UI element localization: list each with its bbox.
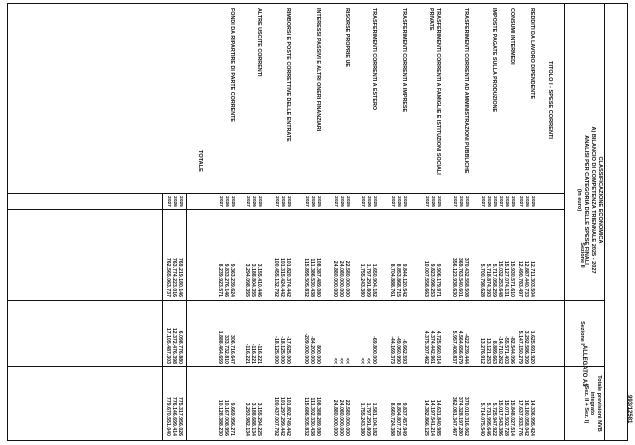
totale-value: 24.880.000.000: [331, 399, 338, 436]
totale-value: 15.017.543.386: [496, 399, 503, 436]
year-cell: 2025: [257, 196, 262, 207]
sezione-i-value: 13.121.253: [484, 337, 491, 364]
year-cell: 2026: [171, 196, 177, 207]
sezione-i-value: 8.889.663: [491, 340, 497, 364]
category-label: INTERESSI PASSIVI E ALTRI ONERI FINANZIARI: [315, 8, 321, 132]
year-cell: 2027: [479, 196, 485, 207]
sezione-ii-value: 8.239.923.571: [216, 263, 223, 297]
col-header-sezione-i: Sezione I: [579, 321, 585, 345]
totale-header-line-3: (Sez. II + Sez. I): [583, 383, 589, 424]
category-label: FONDI DA RIPARTIRE DI PARTE CORRENTE: [229, 8, 235, 123]
col-rule-sez1: [7, 300, 605, 301]
year-cell: 2026: [338, 196, 344, 207]
sezione-i-value: -18.125.000: [272, 336, 279, 364]
totale-label: TOTALE: [197, 150, 203, 172]
title-line-2: A) BILANCIO DI COMPETENZA TRIENNALE 2025 - 2027: [590, 126, 596, 274]
totale-value: 14.382.866.125: [422, 399, 429, 436]
totale-sezione-i-value: 6.098.776.880: [177, 330, 183, 364]
totale-value: 1.755.243.380: [358, 402, 365, 436]
sezione-i-value: -209.000.000: [302, 333, 309, 364]
year-cell: 2027: [217, 196, 223, 207]
sezione-i-value: <<: [358, 357, 365, 364]
year-cell: 2025: [436, 196, 441, 207]
sezione-i-value: -14.710.262: [496, 336, 503, 364]
totale-totale-value: 776.146.699.414: [170, 396, 177, 436]
sezione-ii-value: 101.315.424.442: [278, 257, 285, 297]
sezione-ii-value: 3.188.804.355: [249, 263, 256, 297]
year-cell: 2026: [395, 196, 401, 207]
year-cell: 2027: [165, 196, 171, 207]
year-cell: 2026: [503, 196, 509, 207]
sezione-i-value: 4.374.442.961: [428, 330, 435, 364]
totale-value: 17.637.933.776: [516, 399, 523, 436]
sezione-i-value: -6.662.593: [401, 339, 407, 364]
category-label: IMPOSTE PAGATE SULLA PRODUZIONE: [491, 8, 497, 113]
document-id: 993/12581: [626, 395, 632, 424]
year-cell: 2025: [464, 196, 469, 207]
header-top-rule: [604, 3, 605, 441]
sezione-ii-value: 3.294.098.355: [243, 263, 250, 297]
sezione-ii-value: 369.763.540.601: [456, 257, 463, 297]
sezione-ii-value: 22.580.000.000: [344, 260, 350, 297]
totale-value: 15.848.027.514: [509, 399, 515, 436]
sezione-i-value: 1.888.464.659: [216, 330, 223, 364]
totale-sezione-ii-value: 763.774.223.016: [170, 257, 177, 297]
sezione-ii-value: 9.363.239.624: [229, 263, 235, 297]
category-label: ALTRE USCITE CORRENTI: [256, 8, 262, 77]
sezione-i-value: <<: [331, 357, 338, 364]
totale-value: 108.388.289.080: [315, 396, 321, 436]
year-cell: 2025: [402, 196, 407, 207]
sezione-ii-value: 108.387.489.080: [315, 257, 321, 297]
category-label: RISORSE PROPRIE UE: [344, 8, 350, 68]
sezione-i-value: 800.000: [315, 345, 321, 364]
category-label: TRASFERIMENTI CORRENTI A ESTERO: [371, 8, 377, 111]
totale-sezione-ii-value: 769.219.180.146: [177, 257, 183, 297]
totale-value: 22.580.000.000: [344, 399, 350, 436]
sezione-ii-value: 111.386.530.438: [308, 258, 315, 297]
sezione-i-value: -49.060.990: [394, 336, 401, 364]
totale-value: 111.302.330.438: [308, 397, 315, 436]
totale-value: 374.328.197.280: [456, 396, 463, 436]
category-label: REDDITI DA LAVORO DIPENDENTE: [529, 8, 535, 100]
header-bottom-rule: [564, 3, 565, 441]
year-cell: 2027: [451, 196, 457, 207]
year-cell: 2027: [497, 196, 503, 207]
totale-totale-value: 775.317.956.026: [177, 396, 183, 436]
totale-header-line-2: integrato: [589, 391, 596, 416]
totale-sezione-i-value: 17.105.487.303: [164, 327, 171, 364]
year-cell: 2027: [273, 196, 279, 207]
year-cell: 2027: [244, 196, 250, 207]
sezione-i-value: 3.292.586.309: [522, 330, 529, 364]
year-cell: 2026: [485, 196, 491, 207]
sezione-i-value: -44.169.373: [388, 336, 395, 364]
sezione-ii-value: 5.717.058.259: [491, 263, 497, 297]
year-cell: 2027: [389, 196, 395, 207]
year-cell: 2025: [345, 196, 350, 207]
sezione-ii-value: 12.490.783.497: [516, 260, 523, 297]
sezione-i-value: -84.200.000: [308, 336, 315, 364]
year-cell: 2026: [523, 196, 529, 207]
sezione-i-value: 5.147.150.279: [516, 330, 523, 364]
year-cell: 2027: [303, 196, 309, 207]
sezione-ii-value: 1.755.243.380: [358, 263, 365, 297]
year-cell: 2027: [332, 196, 338, 207]
sezione-i-value: -18.125.000: [278, 336, 285, 364]
sezione-ii-value: 15.930.571.610: [509, 260, 515, 297]
col-header-sezione-ii: Sezione II: [579, 242, 585, 268]
sezione-i-value: -82.544.096: [509, 336, 515, 364]
sezione-i-value: 4.375.307.462: [422, 330, 429, 364]
sezione-ii-value: 3.155.410.446: [256, 263, 262, 297]
year-cell: 2025: [510, 196, 515, 207]
totale-value: 8.660.724.388: [388, 402, 395, 436]
totale-totale-value: 779.670.551.040: [164, 396, 171, 436]
sezione-ii-value: 101.820.374.442: [285, 257, 291, 297]
sezione-i-value: 333.732.810: [222, 335, 229, 364]
totale-value: 14.336.995.424: [529, 399, 535, 436]
sezione-i-value: <<: [364, 357, 371, 364]
totale-value: 115.686.505.832: [302, 397, 309, 436]
sezione-i-value: -116.221: [243, 343, 250, 364]
sezione-ii-value: 356.123.938.630: [450, 257, 457, 297]
sezione-ii-value: 12.887.440.733: [522, 260, 529, 297]
sezione-i-value: <<: [344, 357, 350, 364]
allegato-label: ALLEGATO A3: [581, 345, 587, 387]
totale-value: 10.167.008.956: [222, 399, 229, 436]
year-cell: 2025: [492, 196, 497, 207]
totale-value: 1.797.291.809: [364, 402, 371, 436]
totale-value: 14.631.840.985: [435, 399, 441, 436]
sezione-ii-value: 12.711.303.504: [529, 261, 535, 297]
year-cell: 2025: [286, 196, 291, 207]
category-label: TRASFERIMENTI CORRENTI AD AMMINISTRAZIONI PUBBLICHE: [463, 8, 469, 174]
totale-value: 5.714.075.540: [478, 402, 485, 436]
totale-value: 5.725.947.922: [491, 402, 497, 436]
sezione-i-value: -17.625.000: [285, 336, 291, 364]
totale-value: 3.293.982.134: [243, 402, 250, 436]
sezione-ii-value: 115.895.505.832: [302, 258, 309, 297]
year-cell: 2025: [530, 196, 535, 207]
col-rule-total: [7, 366, 605, 367]
year-cell: 2026: [457, 196, 463, 207]
category-label: RIMBORSI E POSTE CORRETTIVE DELLE ENTRATE: [285, 8, 291, 142]
totale-value: 100.437.007.792: [272, 396, 279, 436]
totale-value: 362.081.347.467: [450, 396, 457, 436]
totale-value: 9.669.956.271: [229, 402, 235, 436]
sezione-ii-value: 8.704.888.761: [388, 263, 395, 297]
sezione-ii-value: 100.455.132.792: [272, 257, 279, 297]
totale-value: 8.804.807.725: [394, 402, 401, 436]
sezione-i-value: 306.716.647: [229, 335, 235, 364]
sezione-ii-value: 15.127.074.131: [502, 260, 509, 297]
totale-value: 14.197.541.214: [428, 399, 435, 436]
year-cell: 2025: [316, 196, 321, 207]
totale-value: 10.128.388.230: [216, 399, 223, 436]
sezione-i-value: <<: [337, 357, 344, 364]
totale-value: 15.071.502.728: [502, 399, 509, 436]
totale-rule: [186, 193, 187, 441]
sezione-ii-value: 9.833.276.146: [222, 263, 229, 297]
sezione-ii-value: 24.880.000.000: [331, 260, 338, 297]
sezione-i-value: 1.625.691.920: [529, 330, 535, 364]
section-title: TITOLO I - SPESE CORRENTI: [547, 61, 553, 139]
sezione-ii-value: 9.823.098.253: [428, 263, 435, 297]
year-cell: 2026: [429, 196, 435, 207]
totale-value: 101.297.299.442: [278, 396, 285, 436]
sezione-i-value: 13.276.912: [478, 337, 485, 364]
sezione-i-value: -55.571.403: [502, 336, 509, 364]
sezione-i-value: 5.957.408.837: [450, 330, 457, 364]
sezione-i-value: 4.564.656.679: [456, 330, 463, 364]
category-label: TRASFERIMENTI CORRENTI A FAMIGLIE E ISTITUZIONI SOCIALI PRIVATE: [428, 8, 441, 175]
sezione-ii-value: 24.080.000.000: [337, 260, 344, 297]
title-line-4: (in euro): [576, 188, 582, 212]
col-header-totale: [583, 366, 603, 441]
title-line-3: ANALISI PER CATEGORIA DELLE SPESE FINALI: [583, 135, 589, 265]
totale-sezione-i-value: 12.372.476.398: [170, 327, 177, 364]
sezione-i-value: 4.725.660.014: [435, 330, 441, 364]
totale-value: 370.010.316.062: [463, 396, 469, 436]
totale-sezione-ii-value: 762.565.063.737: [164, 257, 171, 297]
year-cell: 2027: [423, 196, 429, 207]
year-cell: 2025: [372, 196, 377, 207]
totale-value: 1.581.104.182: [371, 402, 377, 436]
col-rule-sez2: [7, 209, 565, 210]
sezione-ii-value: 1.650.904.182: [371, 263, 377, 297]
category-label: TRASFERIMENTI CORRENTI A IMPRESE: [401, 8, 407, 113]
totale-bottom-rule: [162, 193, 163, 441]
year-cell: 2025: [178, 196, 183, 207]
totale-value: 3.155.294.225: [256, 402, 262, 436]
sezione-ii-value: 10.007.558.663: [422, 260, 429, 297]
totale-value: 101.802.749.442: [285, 396, 291, 436]
sezione-ii-value: 8.853.868.715: [394, 263, 401, 297]
totale-value: 9.837.457.949: [401, 402, 407, 436]
sezione-i-value: -69.800.000: [371, 336, 377, 364]
year-cell: 2025: [230, 196, 235, 207]
title-line-1: CLASSIFICAZIONE ECONOMICA: [597, 156, 603, 244]
sezione-ii-value: 1.797.291.809: [364, 263, 371, 297]
totale-value: 5.731.995.646: [484, 402, 491, 436]
year-cell: 2026: [365, 196, 371, 207]
year-cell: 2026: [279, 196, 285, 207]
sezione-i-value: -422.239.444: [463, 333, 469, 364]
sezione-i-value: -116.221: [249, 343, 256, 364]
sezione-i-value: -116.221: [256, 343, 262, 364]
sezione-ii-value: 15.032.253.648: [496, 260, 503, 297]
totale-value: 16.180.058.042: [522, 399, 529, 436]
category-label: CONSUMI INTERMEDI: [509, 8, 515, 65]
year-cell: 2026: [309, 196, 315, 207]
year-cell: 2027: [359, 196, 365, 207]
totale-header-line-1: Totale previsioni NVB: [596, 375, 602, 432]
sezione-ii-value: 5.718.874.393: [484, 263, 491, 297]
totale-value: 24.080.000.000: [337, 399, 344, 436]
year-cell: 2026: [250, 196, 256, 207]
totale-value: 3.188.688.134: [249, 402, 256, 436]
year-cell: 2026: [223, 196, 229, 207]
sezione-ii-value: 5.700.798.628: [478, 263, 485, 297]
sezione-ii-value: 9.906.179.971: [435, 263, 441, 297]
sezione-ii-value: 9.844.120.542: [401, 263, 407, 297]
year-cell: 2027: [517, 196, 523, 207]
sezione-ii-value: 370.432.558.508: [463, 257, 469, 297]
